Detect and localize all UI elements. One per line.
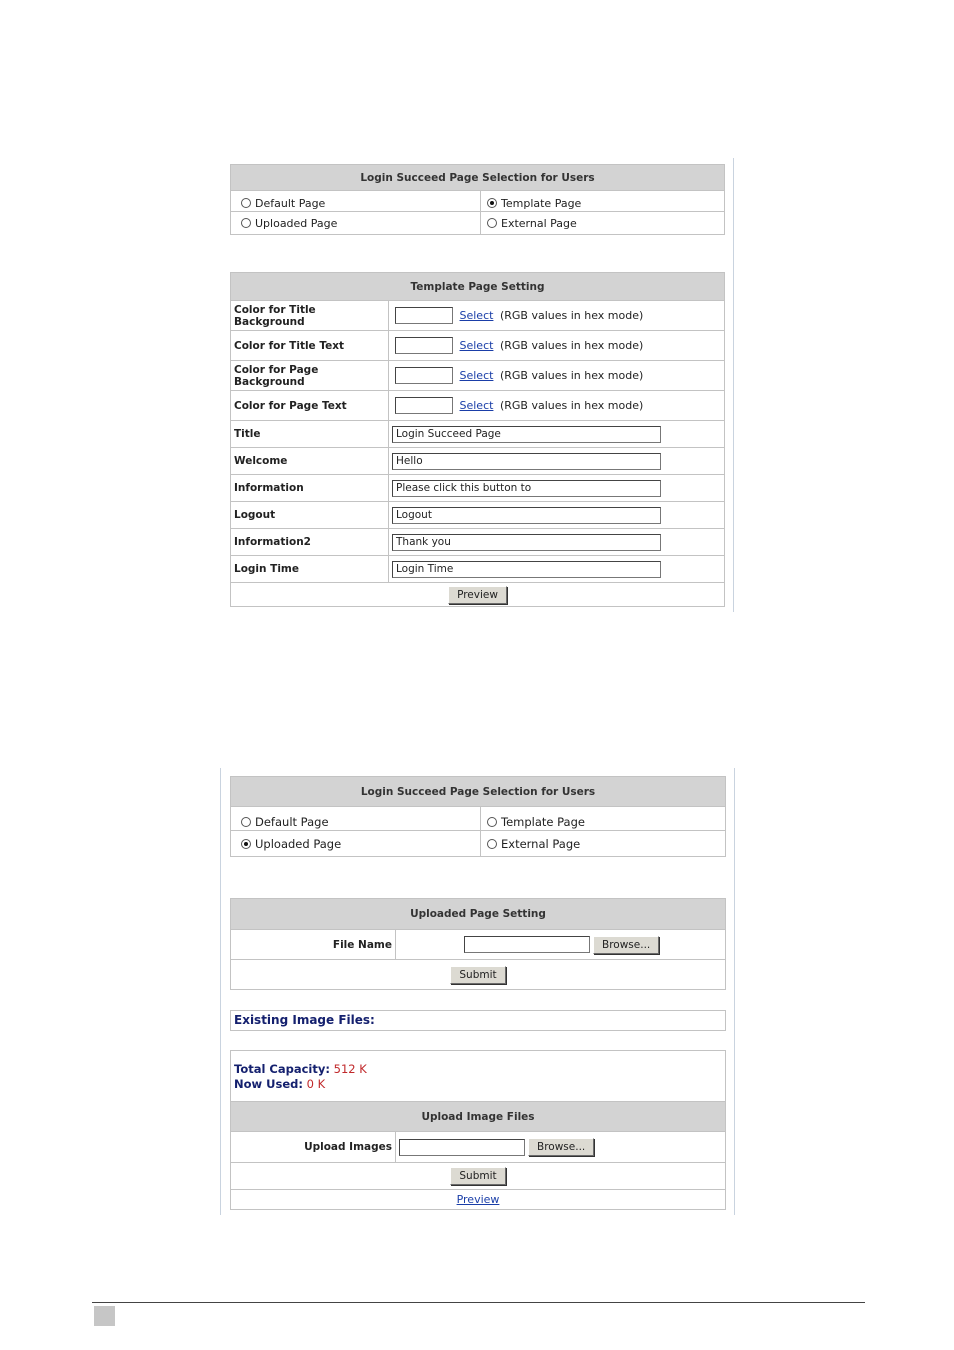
page-number-box [94,1306,115,1326]
now-used-value: 0 K [306,1077,326,1091]
section-header: Login Succeed Page Selection for Users [231,165,725,191]
radio-button-icon[interactable] [241,218,251,228]
selection-table [230,776,726,857]
file-name-label: File Name [231,930,396,960]
footer-rule [92,1302,865,1303]
row-label: Color for Page Text [231,391,389,421]
section-header: Uploaded Page Setting [231,899,726,930]
browse-button[interactable]: Browse... [593,936,659,954]
information-input[interactable]: Please click this button to [392,480,661,497]
frame-edge [220,768,221,1215]
hex-hint: (RGB values in hex mode) [499,368,644,382]
radio-button-selected-icon[interactable] [487,198,497,208]
row-label: Welcome [231,448,389,475]
radio-default-page[interactable]: Default Page [231,807,481,831]
logout-input[interactable]: Logout [392,507,661,524]
upload-images-input[interactable] [399,1139,525,1156]
welcome-input[interactable]: Hello [392,453,661,470]
uploaded-setting-panel [230,898,726,990]
row-label: Title [231,421,389,448]
template-setting-table [230,272,725,607]
radio-external-page[interactable]: External Page [481,212,725,235]
radio-template-page[interactable]: Template Page [481,807,726,831]
row-label: Login Time [231,556,389,583]
browse-button[interactable]: Browse... [528,1138,594,1156]
select-color-link[interactable]: Select [459,368,494,382]
radio-uploaded-page[interactable]: Uploaded Page [231,212,481,235]
preview-button[interactable]: Preview [448,586,507,604]
row-label: Color for Title Text [231,331,389,361]
color-page-text-input[interactable] [395,397,453,414]
section-header: Template Page Setting [231,273,725,301]
section-header: Login Succeed Page Selection for Users [231,777,726,807]
row-label: Information [231,475,389,502]
radio-button-selected-icon[interactable] [241,839,251,849]
radio-button-icon[interactable] [487,839,497,849]
total-capacity-value: 512 K [333,1062,367,1076]
radio-button-icon[interactable] [241,198,251,208]
template-setting-panel [230,272,725,607]
information2-input[interactable]: Thank you [392,534,661,551]
title-input[interactable]: Login Succeed Page [392,426,661,443]
row-label: Information2 [231,529,389,556]
select-color-link[interactable]: Select [459,338,494,352]
radio-template-page[interactable]: Template Page [481,191,725,212]
capacity-box [230,1050,726,1102]
radio-external-page[interactable]: External Page [481,831,726,857]
select-color-link[interactable]: Select [459,308,494,322]
frame-edge [733,158,734,612]
uploaded-setting-table [230,898,726,990]
hex-hint: (RGB values in hex mode) [499,308,644,322]
selection-table [230,164,725,235]
radio-uploaded-page[interactable]: Uploaded Page [231,831,481,857]
upload-images-label: Upload Images [231,1132,396,1163]
selection-panel-1 [230,164,725,235]
selection-panel-2 [230,776,726,857]
select-color-link[interactable]: Select [459,398,494,412]
existing-images-title: Existing Image Files: [234,1013,375,1027]
file-name-input[interactable] [464,936,590,953]
login-time-input[interactable]: Login Time [392,561,661,578]
frame-edge [734,768,735,1215]
total-capacity-label: Total Capacity: [234,1062,330,1076]
preview-link[interactable]: Preview [456,1193,500,1206]
radio-default-page[interactable]: Default Page [231,191,481,212]
section-header: Upload Image Files [231,1102,726,1132]
upload-images-panel [230,1101,726,1210]
color-page-background-input[interactable] [395,367,453,384]
color-title-text-input[interactable] [395,337,453,354]
hex-hint: (RGB values in hex mode) [499,398,644,412]
row-label: Logout [231,502,389,529]
radio-button-icon[interactable] [487,218,497,228]
row-label: Color for Title Background [231,301,389,331]
now-used-label: Now Used: [234,1077,303,1091]
existing-image-files-box [230,1010,726,1031]
row-label: Color for Page Background [231,361,389,391]
radio-button-icon[interactable] [241,817,251,827]
submit-button[interactable]: Submit [450,1167,505,1185]
color-title-background-input[interactable] [395,307,453,324]
radio-button-icon[interactable] [487,817,497,827]
hex-hint: (RGB values in hex mode) [499,338,644,352]
submit-button[interactable]: Submit [450,966,505,984]
upload-images-table [230,1101,726,1210]
